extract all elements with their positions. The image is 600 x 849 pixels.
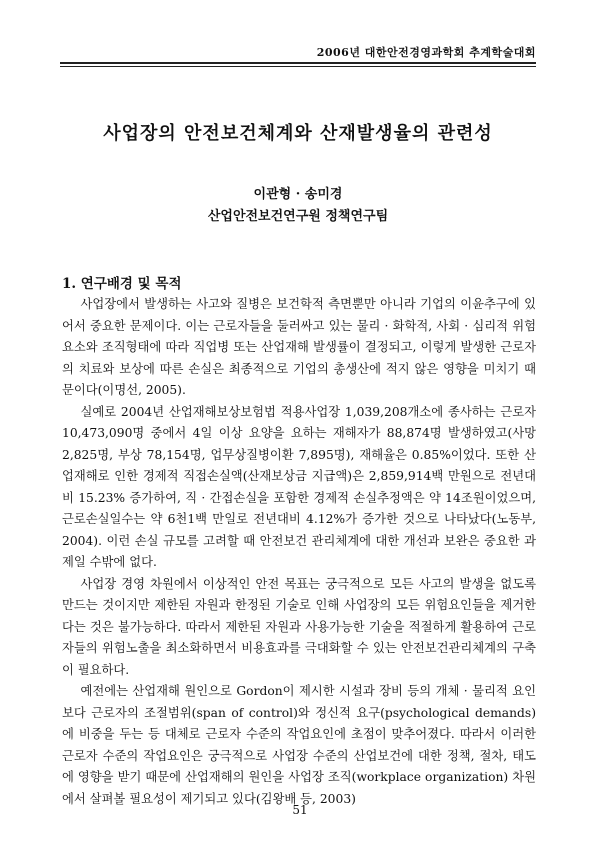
section-heading: 1. 연구배경 및 목적 (62, 276, 182, 292)
affiliation: 산업안전보건연구원 정책연구팀 (207, 209, 389, 224)
header-rule-thin (60, 66, 536, 67)
paragraph-2: 실예로 2004년 산업재해보상보험법 적용사업장 1,039,208개소에 종사하는 근로자 10,473,090명 중에서 4일 이상 요양을 요하는 재해자가 88,874명 발생하였고(사망 2,825명, 부상 78,154명, 업무상질병이환 7,895명), 재해율은 0.85%이었다. 또한 산업재해로 인한 경제적 직접손실액(산재보상금 지급액)은 2,859,914백 만원으로 전년대비 15.23% 증가하여, 직 · 간접손실을 포함한 경제적 손실추정액은 약 14조원이었으며, 근로손실일수는 약 6천1백 만일로 전년대비 4.12%가 증가한 것으로 나타났다(노동부, 2004). 이런 손실 규모를 고려할 때 안전보건 관리체계에 대한 개선과 보완은 중요한 과제일 수밖에 없다. (62, 404, 536, 569)
body-text (62, 294, 536, 810)
paragraph-1: 사업장에서 발생하는 사고와 질병은 보건학적 측면뿐만 아니라 기업의 이윤추구에 있어서 중요한 문제이다. 이는 근로자들을 둘러싸고 있는 물리 · 화학적, 사회 · 심리적 위험요소와 조직형태에 따라 직업병 또는 산업재해 발생률이 결정되고, 이렇게 발생한 근로자의 치료와 보상에 따른 손실은 최종적으로 기업의 총생산에 적지 않은 영향을 미치기 때문이다(이명선, 2005). (62, 297, 536, 397)
paragraph-4: 예전에는 산업재해 원인으로 Gordon이 제시한 시설과 장비 등의 개체 · 물리적 요인보다 근로자의 조절범위(span of control)와 정신적 요구(psychological demands)에 비중을 두는 등 대체로 근로자 수준의 작업요인에 초점이 맞추어졌다. 따라서 이러한 근로자 수준의 작업요인은 궁극적으로 사업장 수준의 산업보건에 대한 정책, 절차, 태도에 영향을 받기 때문에 산업재해의 원인을 사업장 조직(workplace organization) 차원에서 살펴볼 필요성이 제기되고 있다(김왕배 등, 2003) (62, 684, 536, 806)
page-number: 51 (292, 803, 308, 817)
running-header: 2006년 대한안전경영과학회 추계학술대회 (316, 46, 536, 59)
paragraph-3: 사업장 경영 차원에서 이상적인 안전 목표는 궁극적으로 모든 사고의 발생을 없도록 만드는 것이지만 제한된 자원과 한정된 기술로 인해 사업장의 모든 위험요인들을 제거한다는 것은 불가능하다. 따라서 제한된 자원과 사용가능한 기술을 적절하게 활용하여 근로자들의 위험노출을 최소화하면서 비용효과를 극대화할 수 있는 안전보건관리체계의 구축이 필요하다. (62, 576, 536, 677)
paper-title: 사업장의 안전보건체계와 산재발생율의 관련성 (103, 123, 493, 144)
authors: 이관형 · 송미경 (253, 187, 343, 202)
header-rule (60, 62, 536, 64)
